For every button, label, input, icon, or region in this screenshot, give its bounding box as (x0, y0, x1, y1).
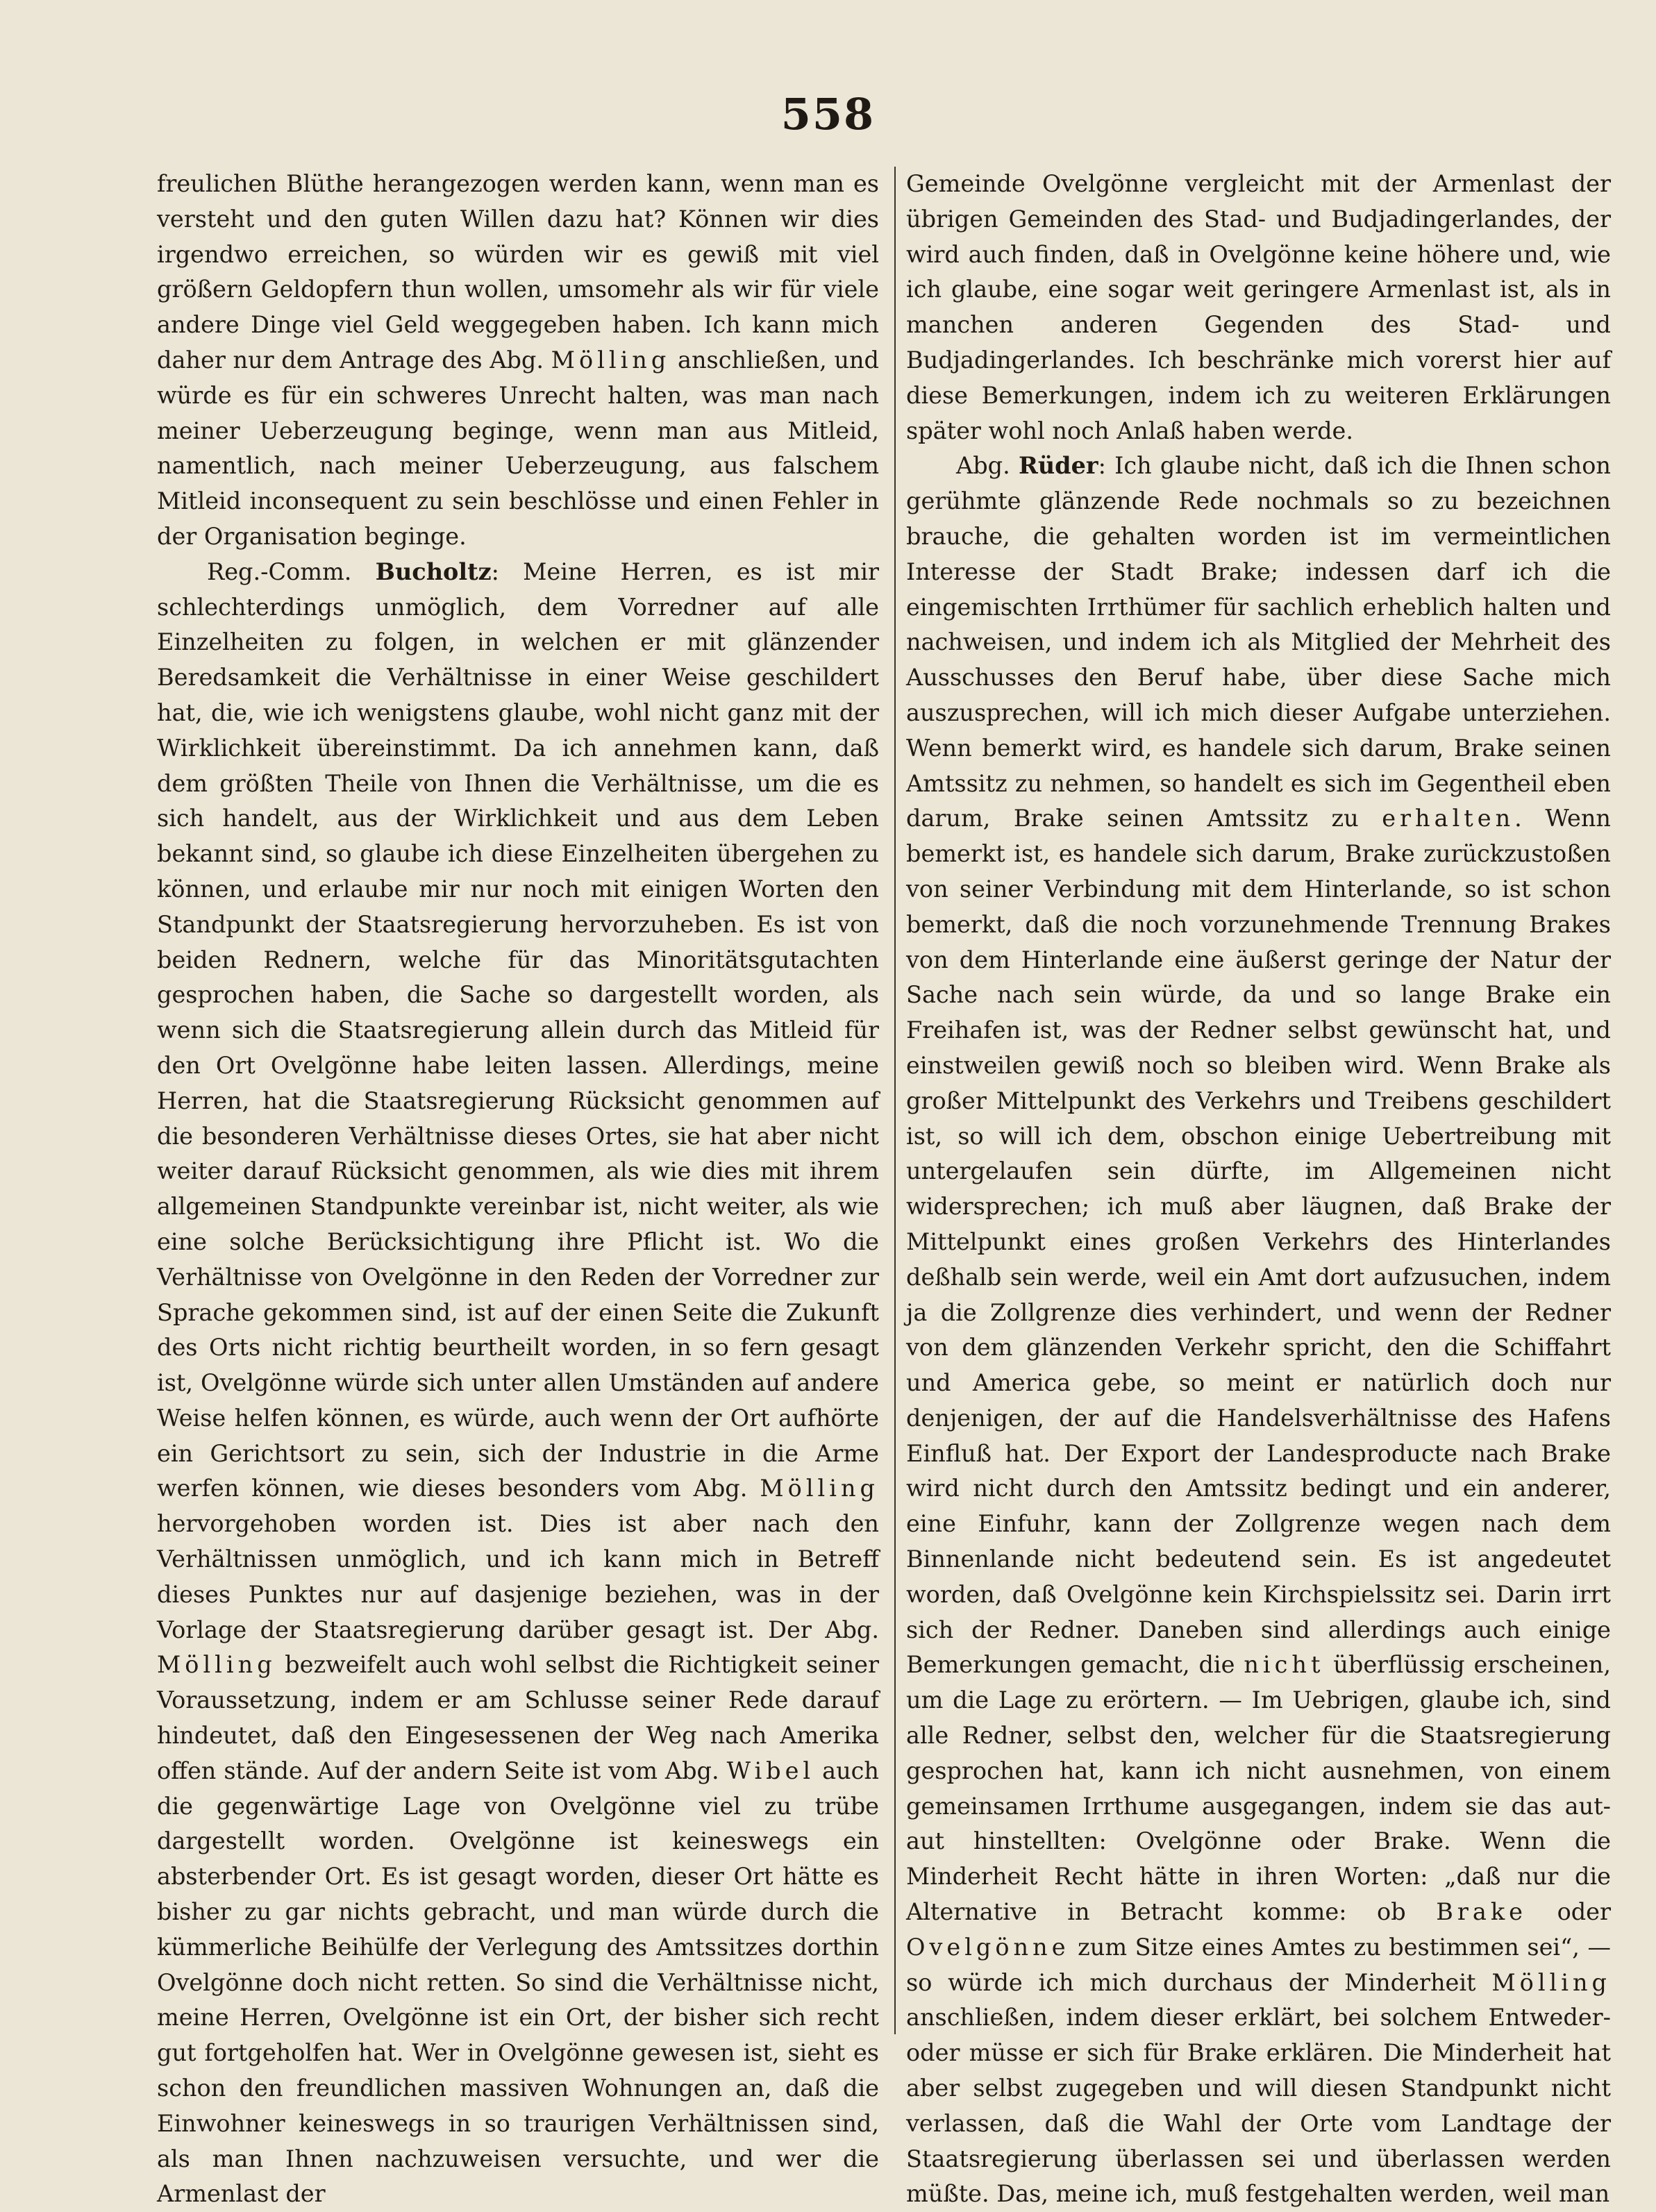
speaker-name: Mölling (1491, 1968, 1611, 1996)
paragraph-rueder: Abg. Rüder: Ich glaube nicht, daß ich die Ihnen schon gerühmte glänzende Rede nochmals so zu bezeichnen brauche, die gehalten worden ist im vermeintlichen Interesse der Stadt Brake; indessen darf ich die eingemischten Irrthümer für sachlich erheblich halten und nachweisen, und indem ich als Mitglied der Mehrheit des Ausschusses den Beruf habe, über diese Sache mich auszusprechen, will ich mich dieser Aufgabe unterziehen. Wenn bemerkt wird, es handele sich darum, Brake seinen Amtssitz zu nehmen, so handelt es sich im Gegentheil eben darum, Brake seinen Amtssitz zu erhalten. Wenn bemerkt ist, es handele sich darum, Brake zurückzustoßen von seiner Verbindung mit dem Hinterlande, so ist schon bemerkt, daß die noch vorzunehmende Trennung Brakes von dem Hinterlande eine äußerst geringe der Natur der Sache nach sein würde, da und so lange Brake ein Freihafen ist, was der Redner selbst gewünscht hat, und einstweilen gewiß noch so bleiben wird. Wenn Brake als großer Mittelpunkt des Verkehrs und Treibens geschildert ist, so will ich dem, obschon einige Uebertreibung mit untergelaufen sein dürfte, im Allgemeinen nicht widersprechen; ich muß aber läugnen, daß Brake der Mittelpunkt eines großen Verkehrs des Hinterlandes deßhalb sein werde, weil ein Amt dort aufzusuchen, indem ja die Zollgrenze dies verhindert, und wenn der Redner von dem glänzenden Verkehr spricht, den die Schiffahrt und America gebe, so meint er natürlich doch nur denjenigen, der auf die Handelsverhältnisse des Hafens Einfluß hat. Der Export der Landesproducte nach Brake wird nicht durch den Amtssitz bedingt und ein anderer, eine Einfuhr, kann der Zollgrenze wegen nach dem Binnenlande nicht bedeutend sein. Es ist angedeutet worden, daß Ovelgönne kein Kirchspielssitz sei. Darin irrt sich der Redner. Daneben sind allerdings auch einige Bemerkungen gemacht, die nicht überflüssig erscheinen, um die Lage zu erörtern. — Im Uebrigen, glaube ich, sind alle Redner, selbst den, welcher für die Staatsregierung gesprochen hat, kann ich nicht ausnehmen, von einem gemeinsamen Irrthume ausgegangen, indem sie das aut-aut hinstellten: Ovelgönne oder Brake. Wenn die Minderheit Recht hätte in ihren Worten: „daß nur die Alternative in Betracht komme: ob Brake oder Ovelgönne zum Sitze eines Amtes zu bestimmen sei“, — so würde ich mich durchaus der Minderheit Mölling anschließen, indem dieser erklärt, bei solchem Entweder-oder müsse er sich für Brake erklären. Die Minderheit hat aber selbst zugegeben und will diesen Standpunkt nicht verlassen, daß die Wahl der Orte vom Landtage der Staatsregierung überlassen sei und überlassen werden müßte. Das, meine ich, muß festgehalten werden, weil man (906, 452, 1612, 2208)
paragraph-continuation: Gemeinde Ovelgönne vergleicht mit der Armenlast der übrigen Gemeinden des Stad- und Budjadingerlandes, der wird auch finden, daß in Ovelgönne keine höhere und, wie ich glaube, eine sogar weit geringere Armenlast ist, als in manchen anderen Gegenden des Stad- und Budjadingerlandes. Ich beschränke mich vorerst hier auf diese Bemerkungen, indem ich zu weiteren Erklärungen später wohl noch Anlaß haben werde. (906, 170, 1611, 444)
paragraph-bucholtz: Reg.-Comm. Bucholtz: Meine Herren, es ist mir schlechterdings unmöglich, dem Vorredner auf alle Einzelheiten zu folgen, in welchen er mit glänzender Beredsamkeit die Verhältnisse in einer Weise geschildert hat, die, wie ich wenigstens glaube, wohl nicht ganz mit der Wirklichkeit übereinstimmt. Da ich annehmen kann, daß dem größten Theile von Ihnen die Verhältnisse, um die es sich handelt, aus der Wirklichkeit und aus dem Leben bekannt sind, so glaube ich diese Einzelheiten übergehen zu können, und erlaube mir nur noch mit einigen Worten den Standpunkt der Staatsregierung hervorzuheben. Es ist von beiden Rednern, welche für das Minoritätsgutachten gesprochen haben, die Sache so dargestellt worden, als wenn sich die Staatsregierung allein durch das Mitleid für den Ort Ovelgönne habe leiten lassen. Allerdings, meine Herren, hat die Staatsregierung Rücksicht genommen auf die besonderen Verhältnisse dieses Ortes, sie hat aber nicht weiter darauf Rücksicht genommen, als wie dies mit ihrem allgemeinen Standpunkte vereinbar ist, nicht weiter, als wie eine solche Berücksichtigung ihre Pflicht ist. Wo die Verhältnisse von Ovelgönne in den Reden der Vorredner zur Sprache gekommen sind, ist auf der einen Seite die Zukunft des Orts nicht richtig beurtheilt worden, in so fern gesagt ist, Ovelgönne würde sich unter allen Umständen auf andere Weise helfen können, es würde, auch wenn der Ort aufhörte ein Gerichtsort zu sein, sich der Industrie in die Arme werfen können, wie dieses besonders vom Abg. Mölling hervorgehoben worden ist. Dies ist aber nach den Verhältnissen unmöglich, und ich kann mich in Betreff dieses Punktes nur auf dasjenige beziehen, was in der Vorlage der Staatsregierung darüber gesagt ist. Der Abg. Mölling bezweifelt auch wohl selbst die Richtigkeit seiner Voraussetzung, indem er am Schlusse seiner Rede darauf hindeutet, daß den Eingesessenen der Weg nach Amerika offen stände. Auf der andern Seite ist vom Abg. Wibel auch die gegenwärtige Lage von Ovelgönne viel zu trübe dargestellt worden. Ovelgönne ist keineswegs ein absterbender Ort. Es ist gesagt worden, dieser Ort hätte es bisher zu gar nichts gebracht, und man würde durch die kümmerliche Beihülfe der Verlegung des Amtssitzes dorthin Ovelgönne doch nicht retten. So sind die Verhältnisse nicht, meine Herren, Ovelgönne ist ein Ort, der bisher sich recht gut fortgeholfen hat. Wer in Ovelgönne gewesen ist, sieht es schon den freundlichen massiven Wohnungen an, daß die Einwohner keineswegs in so traurigen Verhältnissen sind, als man Ihnen nachzuweisen versuchte, und wer die Armenlast der (157, 558, 879, 2208)
paragraph-continuation: freulichen Blüthe herangezogen werden kann, wenn man es versteht und den guten Willen dazu hat? Können wir dies irgendwo erreichen, so würden wir es gewiß mit viel größern Geldopfern thun wollen, umsomehr als wir für viele andere Dinge viel Geld weggegeben haben. Ich kann mich daher nur dem Antrage des Abg. Mölling anschließen, und würde es für ein schweres Unrecht halten, was man nach meiner Ueberzeugung beginge, wenn man aus Mitleid, namentlich, nach meiner Ueberzeugung, aus falschem Mitleid inconsequent zu sein beschlösse und einen Fehler in der Organisation beginge. (157, 170, 879, 550)
column-divider (894, 167, 896, 2034)
emphasis: nicht (1244, 1651, 1325, 1679)
speaker-name: Mölling (760, 1475, 879, 1502)
speaker-name: Wibel (726, 1757, 815, 1784)
emphasis: Ovelgönne (906, 1933, 1070, 1961)
speaker-name: Mölling (157, 1651, 276, 1679)
speaker-name: Rüder (1018, 452, 1098, 480)
emphasis: erhalten (1382, 805, 1515, 832)
speaker-role: Reg.-Comm. (207, 558, 352, 585)
left-column (157, 167, 879, 2212)
page-number: 558 (780, 89, 876, 140)
speaker-name: Mölling (551, 346, 671, 374)
emphasis: Brake (1436, 1898, 1527, 1926)
speaker-role: Abg. (956, 452, 1010, 480)
right-column (906, 167, 1611, 2212)
speaker-name: Bucholtz (375, 558, 492, 585)
